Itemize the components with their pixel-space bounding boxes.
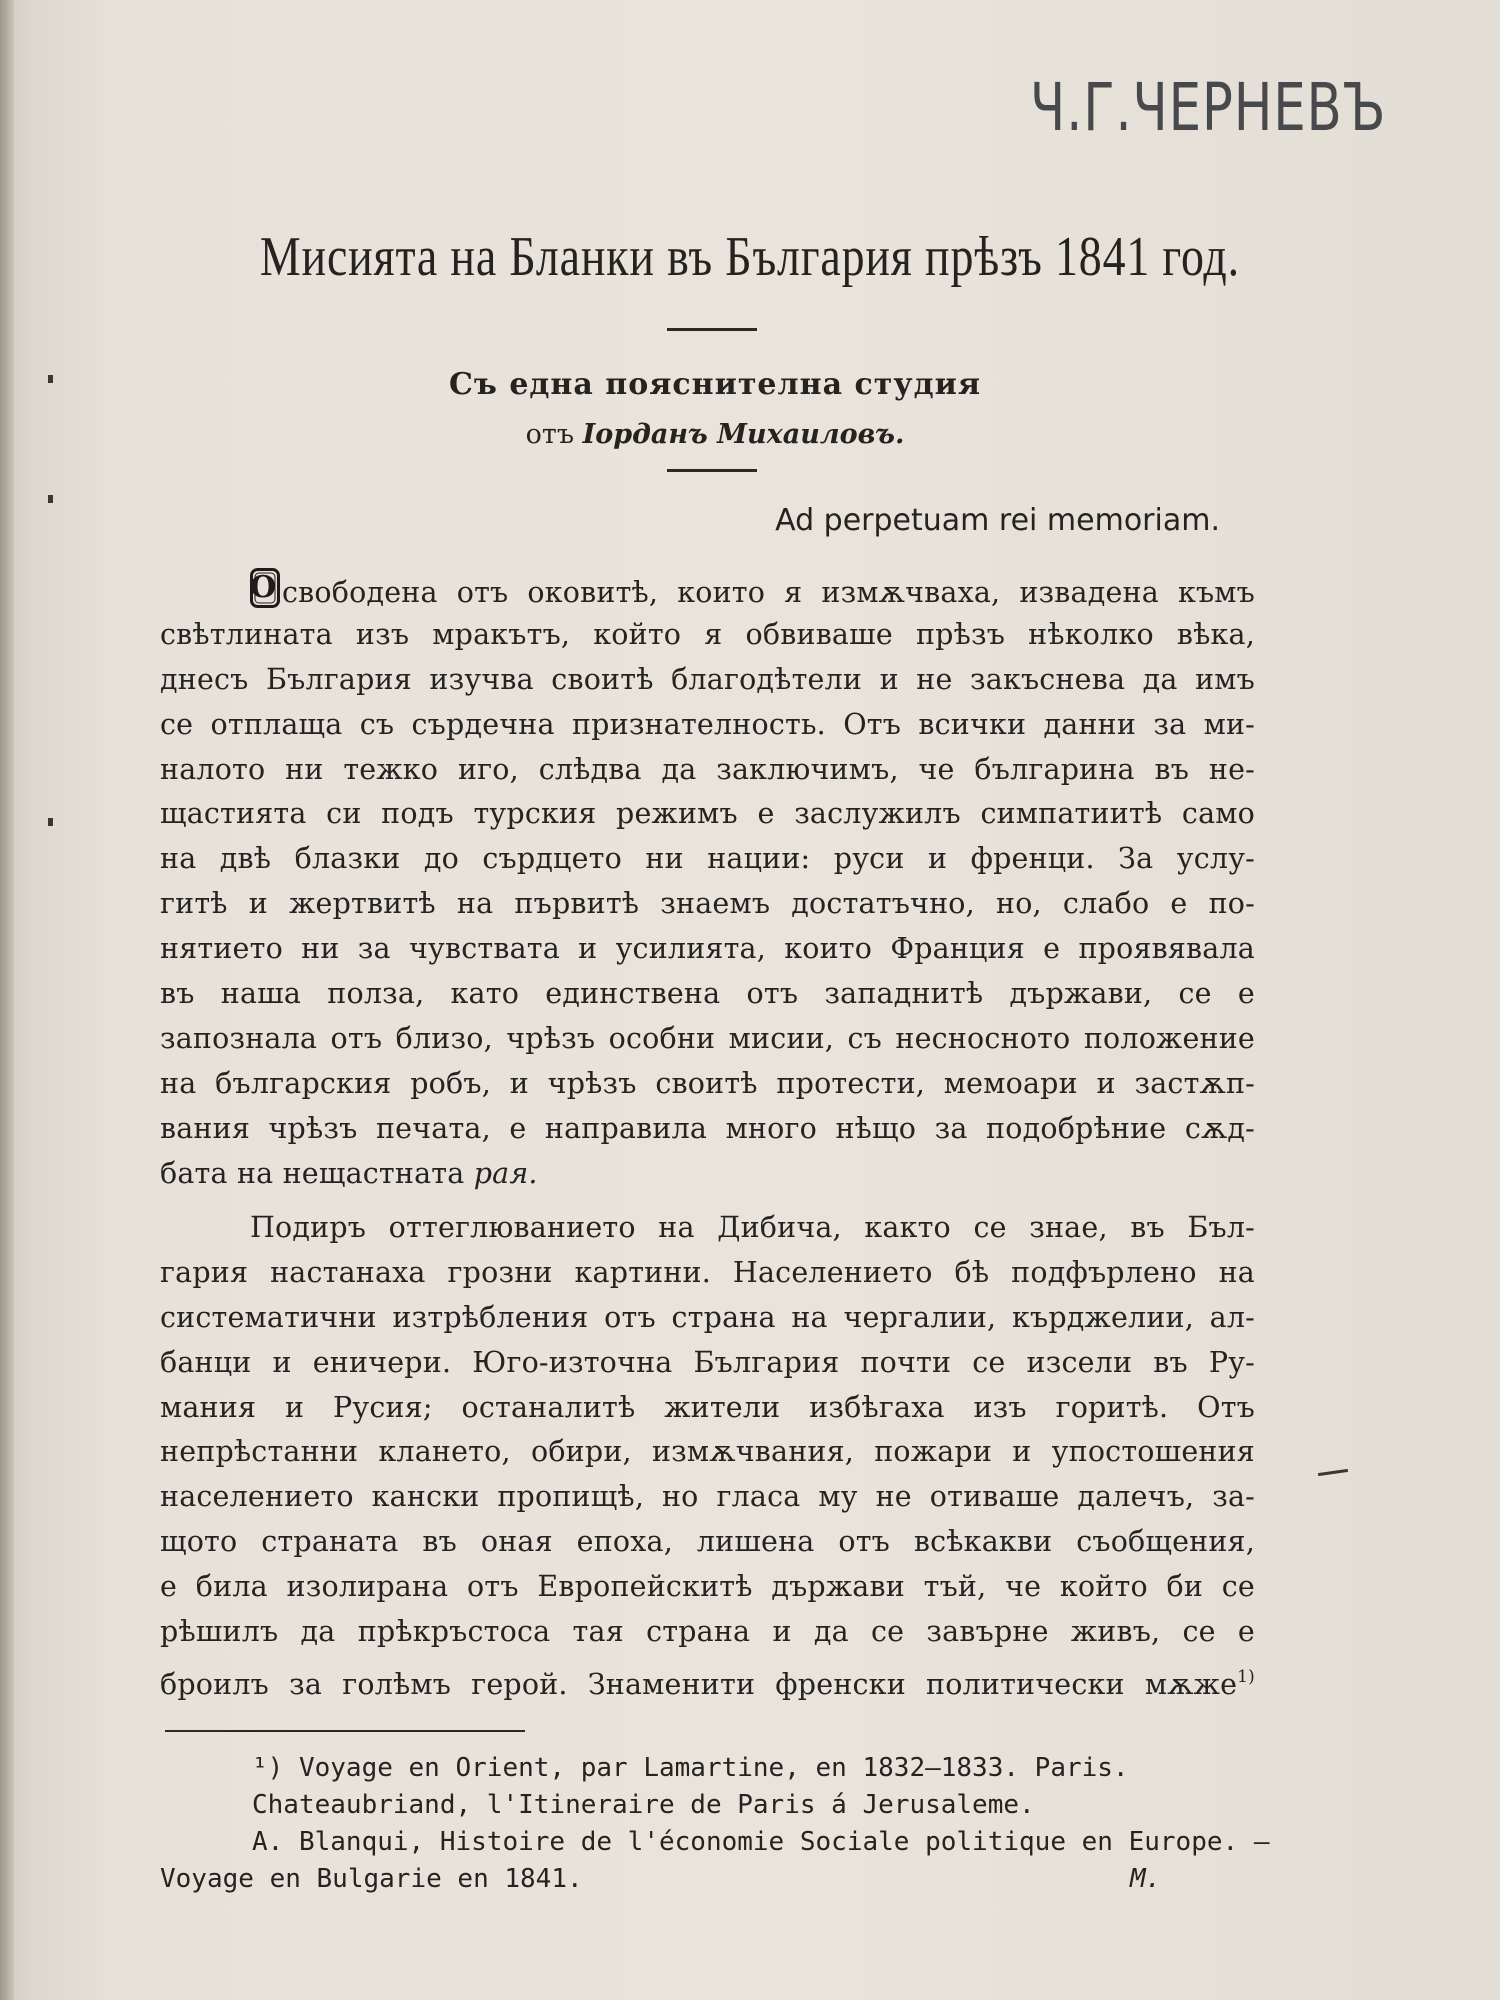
footnote-line: A. Blanqui, Histoire de l'économie Sociale politique en Europe. — (252, 1827, 1270, 1857)
text-line (160, 568, 1255, 613)
footnote-divider (165, 1730, 525, 1732)
text-line: гитѣ и жертвитѣ на първитѣ знаемъ достатъчно, но, слабо е по- (160, 887, 1255, 921)
footnote-line (160, 1861, 1255, 1898)
text-line: налото ни тежко иго, слѣдва да заключимъ, че българина въ не- (160, 752, 1255, 786)
margin-mark (48, 818, 53, 826)
dropcap-letter: О (250, 570, 277, 605)
text-line: е била изолирана отъ Европейскитѣ държави тъй, че който би се (160, 1570, 1255, 1604)
text-line: рѣшилъ да прѣкръстоса тая страна и да се завърне живъ, се е (160, 1615, 1255, 1649)
text-line: систематични изтрѣбления отъ страна на чергалии, кърджелии, ал- (160, 1300, 1255, 1334)
text-line: на българския робъ, и чрѣзъ своитѣ протести, мемоари и застѫп- (160, 1066, 1255, 1100)
text-line: населението кански пропищѣ, но гласа му не отиваше далечъ, за- (160, 1480, 1255, 1514)
author-divider (667, 469, 757, 472)
footnotes (160, 1750, 1270, 1898)
author-name: Іорданъ Михаиловъ. (582, 419, 905, 450)
paragraph-1 (160, 568, 1255, 1196)
paragraph-2 (160, 1206, 1255, 1700)
footnote-line: ¹) Voyage en Orient, par Lamartine, en 1832—1833. Paris. (252, 1753, 1129, 1783)
owner-stamp: Ч.Г.ЧЕРНЕВЪ (1030, 69, 1387, 146)
footnote-reference: 1) (1237, 1666, 1255, 1687)
margin-mark (48, 495, 53, 503)
page-title: Мисията на Бланки въ България прѣзъ 1841 год. (259, 226, 1240, 288)
text-line: на двѣ блазки до сърдцето ни нации: руси и френци. За услу- (160, 842, 1255, 876)
text-line: Подиръ оттеглюванието на Дибича, както се знае, въ Бъл- (250, 1211, 1255, 1244)
margin-mark (48, 375, 53, 383)
binding-edge (0, 0, 14, 2000)
author-line (160, 414, 1270, 456)
line-text: Voyage en Bulgarie en 1841. (160, 1864, 583, 1894)
ornamental-initial (250, 568, 280, 608)
epigraph: Ad perpetuam rei memoriam. (775, 503, 1220, 538)
line-text: свободена отъ оковитѣ, които я измѫчваха, извадена къмъ (282, 576, 1255, 609)
pencil-mark (1318, 1469, 1348, 1476)
text-line: непрѣстанни клането, обири, измѫчвания, пожари и упостошения (160, 1435, 1255, 1469)
title-divider (667, 328, 757, 331)
text-line (160, 1655, 1255, 1700)
author-prefix: отъ (525, 419, 574, 450)
text-line: се отплаща съ сърдечна признателность. Отъ всички данни за ми- (160, 707, 1255, 741)
text-line: банци и еничери. Юго-източна България почти се изсели въ Ру- (160, 1345, 1255, 1379)
text-line: вания чрѣзъ печата, е направила много нѣщо за подобрѣние сѫд- (160, 1111, 1255, 1145)
footnote-line: Chateaubriand, l'Itineraire de Paris á Jerusaleme. (252, 1790, 1035, 1820)
text-line: нятието ни за чувствата и усилията, които Франция е проявявала (160, 932, 1255, 966)
text-line: щастията си подъ турския режимъ е заслужилъ симпатиитѣ само (160, 797, 1255, 831)
subtitle: Съ една пояснителна студия (448, 367, 981, 402)
text-line (160, 1152, 1255, 1197)
footnote-signature: M. (1130, 1864, 1162, 1894)
text-line: днесъ България изучва своитѣ благодѣтели и не закъснева да имъ (160, 662, 1255, 696)
italic-word: рая. (473, 1156, 538, 1190)
text-line: мания и Русия; останалитѣ жители избѣгаха изъ горитѣ. Отъ (160, 1390, 1255, 1424)
text-line: щото страната въ оная епоха, лишена отъ всѣкакви съобщения, (160, 1525, 1255, 1559)
text-line: запознала отъ близо, чрѣзъ особни мисии, съ несносното положение (160, 1021, 1255, 1055)
text-line: въ наша полза, като единствена отъ западнитѣ държави, се е (160, 977, 1255, 1011)
text-line: гария настанаха грозни картини. Населението бѣ подфърлено на (160, 1255, 1255, 1289)
line-text: броилъ за голѣмъ герой. Знаменити френски политически мѫже (160, 1667, 1238, 1701)
line-text: бата на нещастната (160, 1156, 465, 1190)
text-line: свѣтлината изъ мракътъ, който я обвиваше прѣзъ нѣколко вѣка, (160, 617, 1255, 651)
